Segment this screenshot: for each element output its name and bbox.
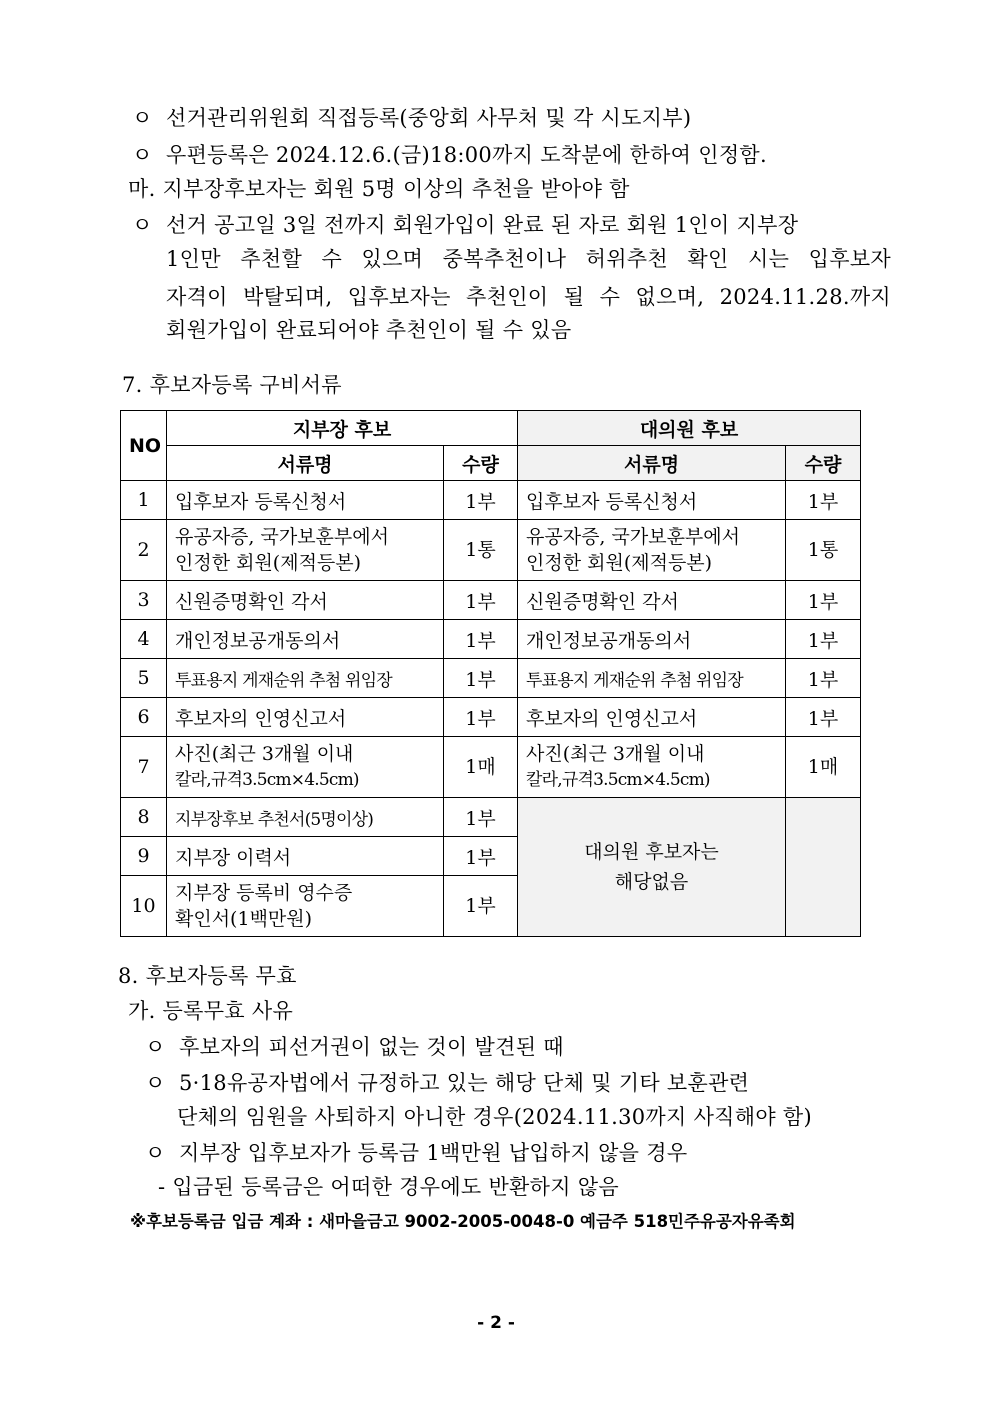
delegate-doc: 사진(최근 3개월 이내 칼라,규격3.5cm×4.5cm) [518,737,786,798]
row-no: 3 [121,581,167,620]
row-no: 9 [121,837,167,876]
branch-doc: 입후보자 등록신청서 [167,481,444,520]
paragraph-line-3: 자격이 박탈되며, 입후보자는 추천인이 될 수 없으며, 2024.11.28.까지 [166,285,891,309]
branch-qty: 1부 [444,698,518,737]
table-row [121,659,861,698]
header-delegate-candidate: 대의원 후보 [518,411,861,446]
branch-doc: 후보자의 인영신고서 [167,698,444,737]
section-7-title: 7. 후보자등록 구비서류 [122,373,342,397]
row-no: 8 [121,798,167,837]
row-no: 6 [121,698,167,737]
bullet-line-recommendation: ㅇ 선거 공고일 3일 전까지 회원가입이 완료 된 자로 회원 1인이 지부장 [132,213,799,237]
branch-qty: 1부 [444,876,518,937]
branch-qty: 1부 [444,581,518,620]
header-branch-candidate: 지부장 후보 [167,411,518,446]
row-no: 5 [121,659,167,698]
branch-doc: 유공자증, 국가보훈부에서 인정한 회원(제적등본) [167,520,444,581]
delegate-qty: 1부 [786,620,861,659]
delegate-doc: 투표용지 게재순위 추첨 위임장 [518,659,786,698]
section-8-sub: 가. 등록무효 사유 [128,999,294,1023]
dash-line-no-refund: - 입금된 등록금은 어떠한 경우에도 반환하지 않음 [158,1175,619,1199]
bullet-line-ineligible: ㅇ 후보자의 피선거권이 없는 것이 발견된 때 [145,1035,564,1059]
branch-doc: 개인정보공개동의서 [167,620,444,659]
table-row [121,798,861,837]
item-ma-heading: 마. 지부장후보자는 회원 5명 이상의 추천을 받아야 함 [128,177,630,201]
table-row [121,620,861,659]
branch-doc: 신원증명확인 각서 [167,581,444,620]
branch-doc: 투표용지 게재순위 추첨 위임장 [167,659,444,698]
bullet-line-election-committee: ㅇ 선거관리위원회 직접등록(중앙회 사무처 및 각 시도지부) [132,106,692,130]
branch-doc: 지부장 이력서 [167,837,444,876]
delegate-qty: 1부 [786,481,861,520]
page-number: - 2 - [477,1313,515,1333]
delegate-qty: 1부 [786,698,861,737]
delegate-qty: 1부 [786,659,861,698]
table-row [121,737,861,798]
paragraph-line-2: 1인만 추천할 수 있으며 중복추천이나 허위추천 확인 시는 입후보자 [166,247,891,271]
row-no: 4 [121,620,167,659]
table-row [121,698,861,737]
branch-qty: 1부 [444,481,518,520]
delegate-doc: 입후보자 등록신청서 [518,481,786,520]
delegate-doc: 개인정보공개동의서 [518,620,786,659]
delegate-qty: 1부 [786,581,861,620]
delegate-qty-empty [786,798,861,937]
branch-qty: 1매 [444,737,518,798]
table-row [121,581,861,620]
paragraph-line-4: 회원가입이 완료되어야 추천인이 될 수 있음 [166,318,572,342]
row-no: 1 [121,481,167,520]
delegate-doc: 신원증명확인 각서 [518,581,786,620]
header-no: NO [121,411,167,481]
bullet-line-resignation-cont: 단체의 임원을 사퇴하지 아니한 경우(2024.11.30까지 사직해야 함) [177,1105,812,1129]
branch-qty: 1부 [444,659,518,698]
section-8-title: 8. 후보자등록 무효 [118,964,297,988]
branch-qty: 1부 [444,620,518,659]
delegate-not-applicable: 대의원 후보자는 해당없음 [518,798,786,937]
row-no: 10 [121,876,167,937]
deposit-account-note: ※후보등록금 입금 계좌 : 새마을금고 9002-2005-0048-0 예금주 518민주유공자유족회 [130,1212,796,1231]
branch-qty: 1부 [444,798,518,837]
documents-table [120,410,861,937]
header-doc-name: 서류명 [167,446,444,481]
delegate-doc: 유공자증, 국가보훈부에서 인정한 회원(제적등본) [518,520,786,581]
header-qty: 수량 [444,446,518,481]
branch-qty: 1통 [444,520,518,581]
bullet-line-resignation: ㅇ 5·18유공자법에서 규정하고 있는 해당 단체 및 기타 보훈관련 [145,1071,750,1095]
branch-doc: 지부장후보 추천서(5명이상) [167,798,444,837]
header-qty-delegate: 수량 [786,446,861,481]
bullet-line-fee: ㅇ 지부장 입후보자가 등록금 1백만원 납입하지 않을 경우 [145,1141,688,1165]
bullet-line-postal-registration: ㅇ 우편등록은 2024.12.6.(금)18:00까지 도착분에 한하여 인정함. [132,143,767,167]
header-doc-name-delegate: 서류명 [518,446,786,481]
table-row [121,520,861,581]
delegate-qty: 1매 [786,737,861,798]
row-no: 7 [121,737,167,798]
row-no: 2 [121,520,167,581]
table-row [121,481,861,520]
delegate-qty: 1통 [786,520,861,581]
branch-doc: 지부장 등록비 영수증 확인서(1백만원) [167,876,444,937]
branch-qty: 1부 [444,837,518,876]
delegate-doc: 후보자의 인영신고서 [518,698,786,737]
branch-doc: 사진(최근 3개월 이내 칼라,규격3.5cm×4.5cm) [167,737,444,798]
